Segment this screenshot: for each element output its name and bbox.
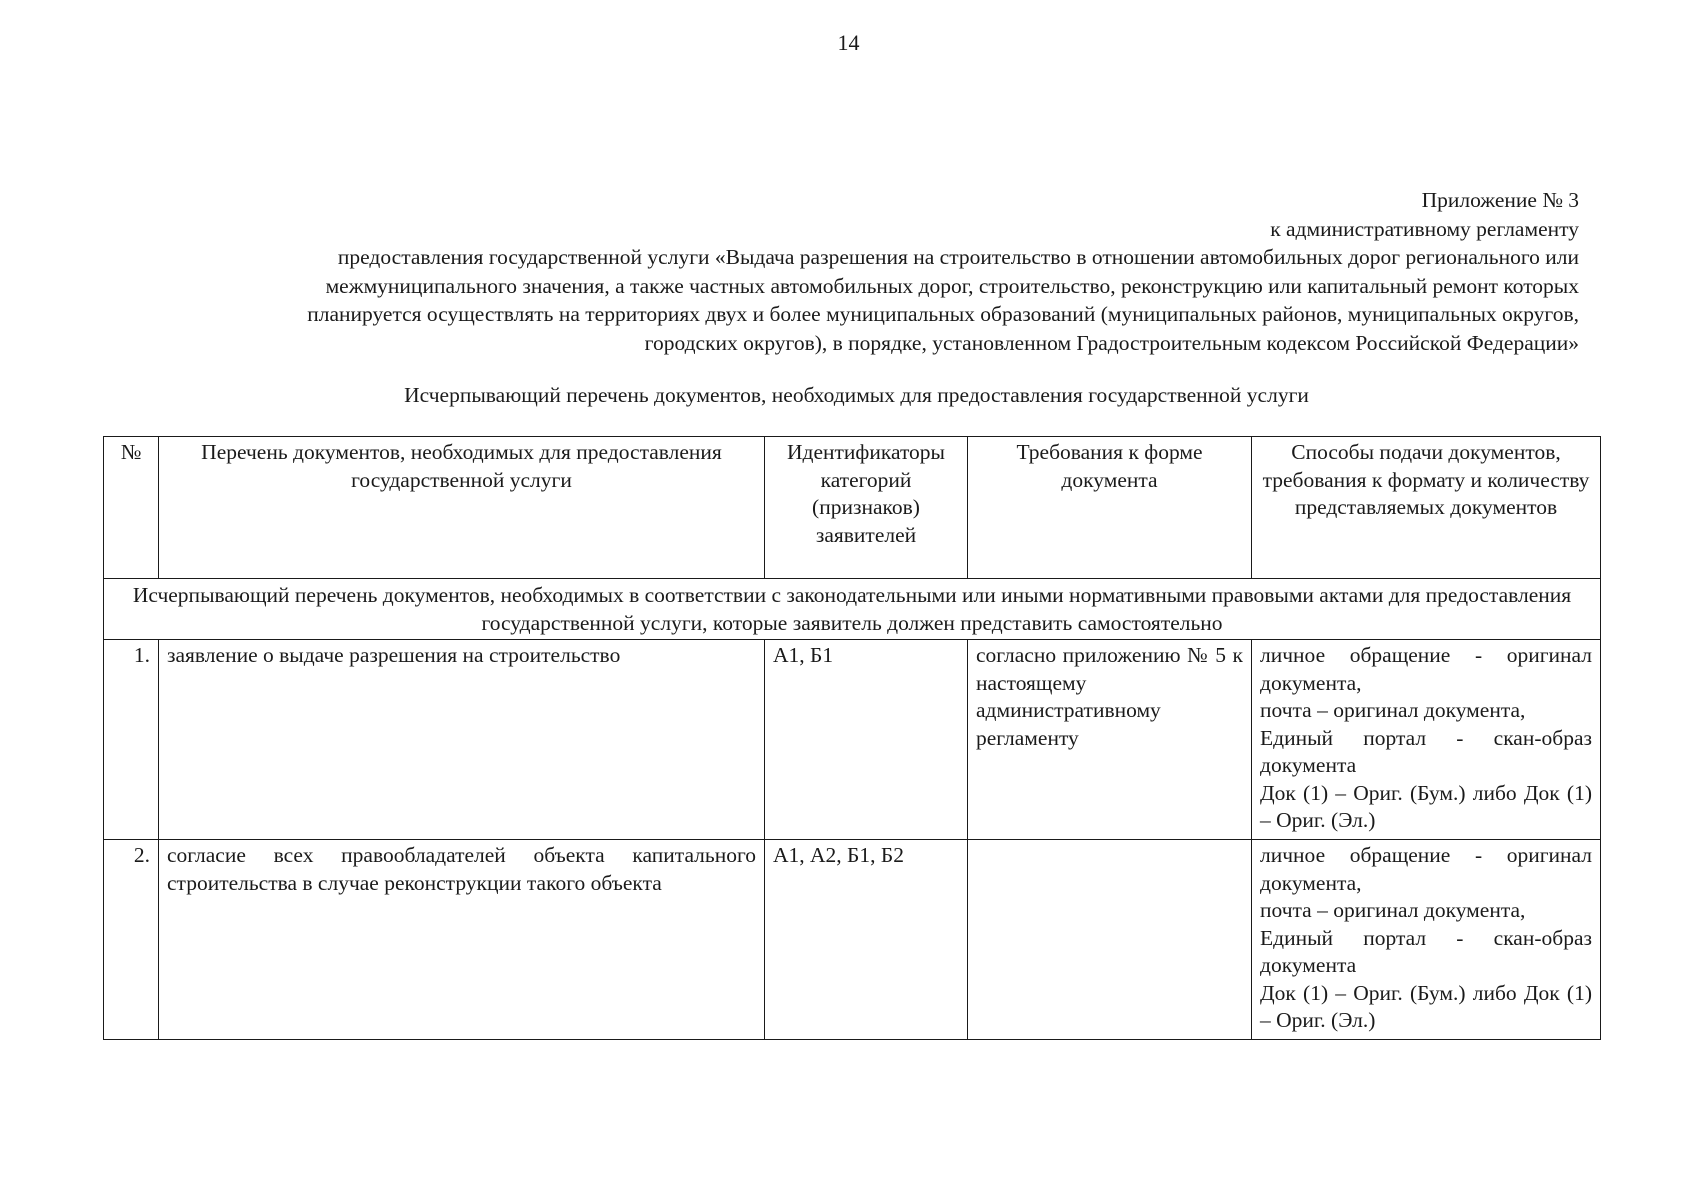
- header-applicant-categories: Идентификаторы категорий (признаков) заявителей: [765, 437, 968, 579]
- page-number: 14: [837, 30, 860, 55]
- section-heading-row: [104, 579, 1601, 640]
- row-form-requirements: [968, 840, 1252, 1040]
- submission-line: Док (1) – Ориг. (Бум.) либо Док (1) – Ориг. (Эл.): [1260, 980, 1592, 1032]
- header-submission-methods: Способы подачи документов, требования к формату и количеству представляемых документов: [1252, 437, 1601, 579]
- appendix-line: предоставления государственной услуги «Выдача разрешения на строительство в отношении автомобильных дорог регионального или: [337, 245, 1579, 269]
- appendix-header: [139, 186, 1579, 357]
- row-submission: [1252, 640, 1601, 840]
- row-number: 2.: [104, 840, 159, 1040]
- submission-line: личное обращение - оригинал документа,: [1260, 843, 1592, 895]
- header-document-list: Перечень документов, необходимых для предоставления государственной услуги: [159, 437, 765, 579]
- header-form-requirements: Требования к форме документа: [968, 437, 1252, 579]
- submission-line: почта – оригинал документа,: [1260, 898, 1526, 922]
- appendix-line: планируется осуществлять на территориях двух и более муниципальных образований (муниципальных районов, муниципальных округов,: [307, 302, 1579, 326]
- submission-line: личное обращение - оригинал документа,: [1260, 643, 1592, 695]
- row-categories: А1, Б1: [765, 640, 968, 840]
- submission-line: Док (1) – Ориг. (Бум.) либо Док (1) – Ориг. (Эл.): [1260, 780, 1592, 832]
- documents-table: [103, 436, 1601, 1040]
- row-document: заявление о выдаче разрешения на строительство: [159, 640, 765, 840]
- submission-line: Единый портал - скан-образ документа: [1260, 925, 1592, 977]
- appendix-line: межмуниципального значения, а также частных автомобильных дорог, строительство, реконструкцию или капитальный ремонт которых: [325, 273, 1579, 298]
- table-header-row: [104, 437, 1601, 579]
- row-categories: А1, А2, Б1, Б2: [765, 840, 968, 1040]
- header-number: №: [104, 437, 159, 579]
- submission-line: Единый портал - скан-образ документа: [1260, 725, 1592, 777]
- table-title: Исчерпывающий перечень документов, необходимых для предоставления государственной услуги: [404, 383, 1309, 407]
- submission-line: почта – оригинал документа,: [1260, 698, 1526, 722]
- row-document: согласие всех правообладателей объекта капитального строительства в случае реконструкции такого объекта: [159, 840, 765, 1040]
- appendix-line: городских округов), в порядке, установленном Градостроительным кодексом Российской Федерации»: [644, 330, 1579, 355]
- section-heading: Исчерпывающий перечень документов, необходимых в соответствии с законодательными или иными нормативными правовыми актами для предоставления государственной услуги, которые заявитель должен представить самостоятельно: [104, 579, 1601, 640]
- table-row: [104, 640, 1601, 840]
- row-form-requirements: согласно приложению № 5 к настоящему административному регламенту: [968, 640, 1252, 840]
- appendix-line: к административному регламенту: [1270, 216, 1579, 241]
- row-submission: [1252, 840, 1601, 1040]
- table-row: [104, 840, 1601, 1040]
- appendix-line: Приложение № 3: [1421, 188, 1579, 212]
- row-number: 1.: [104, 640, 159, 840]
